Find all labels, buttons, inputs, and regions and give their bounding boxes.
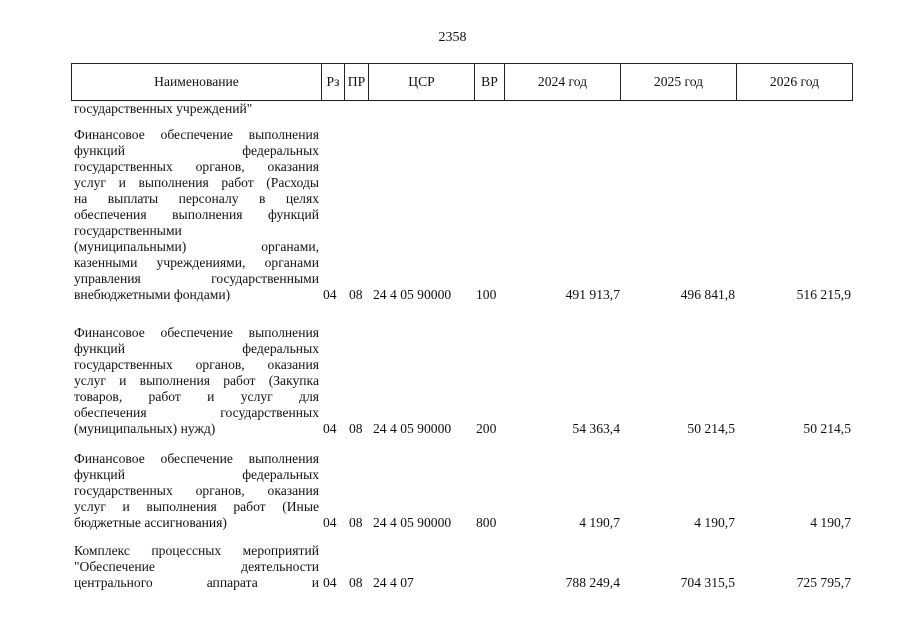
row-name-line: Финансовое обеспечение выполнения [74, 325, 319, 340]
row-csr: 24 4 05 90000 [373, 421, 452, 436]
row-name-line: (муниципальными) органами, [74, 239, 319, 254]
header-vr: ВР [475, 64, 505, 101]
row-value-2024: 4 190,7 [579, 515, 620, 530]
header-rz: Рз [322, 64, 345, 101]
header-year-2026: 2026 год [737, 64, 853, 101]
row-name-line: функций федеральных [74, 341, 319, 356]
row-value-2024: 491 913,7 [565, 287, 620, 302]
row-value-2025: 50 214,5 [687, 421, 735, 436]
row-value-2025: 704 315,5 [680, 575, 735, 590]
row-name [74, 101, 319, 117]
page-number: 2358 [438, 30, 467, 45]
row-name-line: государственных органов, оказания [74, 483, 319, 498]
row-name-line: государственными [74, 223, 182, 238]
row-name-line: (муниципальных) нужд) [74, 421, 216, 436]
row-value-2024: 54 363,4 [572, 421, 620, 436]
row-name-line: услуг и выполнения работ (Расходы [74, 175, 319, 190]
row-pr: 08 [349, 287, 363, 302]
row-name [74, 451, 319, 531]
row-name-line: центрального аппарата и [74, 575, 319, 590]
header-year-2025: 2025 год [621, 64, 737, 101]
row-name [74, 543, 319, 591]
row-name-line: обеспечения государственных [74, 405, 319, 420]
table-header [71, 63, 853, 101]
row-pr: 08 [349, 515, 363, 530]
row-value-2026: 725 795,7 [796, 575, 851, 590]
row-name-line: Финансовое обеспечение выполнения [74, 451, 319, 466]
header-year-2024: 2024 год [505, 64, 621, 101]
row-name-line: обеспечения выполнения функций [74, 207, 319, 222]
row-name-line: внебюджетными фондами) [74, 287, 231, 302]
row-name-line: бюджетные ассигнования) [74, 515, 227, 530]
row-name-line: услуг и выполнения работ (Иные [74, 499, 319, 514]
row-rz: 04 [323, 515, 337, 530]
row-csr: 24 4 07 [373, 575, 414, 590]
header-pr: ПР [345, 64, 369, 101]
row-value-2025: 496 841,8 [680, 287, 735, 302]
row-value-2025: 4 190,7 [694, 515, 735, 530]
row-name-line: функций федеральных [74, 143, 319, 158]
row-value-2026: 4 190,7 [810, 515, 851, 530]
row-csr: 24 4 05 90000 [373, 515, 452, 530]
header-name: Наименование [72, 64, 322, 101]
row-vr: 800 [476, 515, 497, 530]
row-name-line: государственных учреждений" [74, 101, 253, 116]
header-csr: ЦСР [369, 64, 475, 101]
row-rz: 04 [323, 287, 337, 302]
row-name-line: Финансовое обеспечение выполнения [74, 127, 319, 142]
row-name-line: Комплекс процессных мероприятий [74, 543, 319, 558]
row-csr: 24 4 05 90000 [373, 287, 452, 302]
row-value-2024: 788 249,4 [565, 575, 620, 590]
row-name-line: на выплаты персоналу в целях [74, 191, 319, 206]
row-vr: 100 [476, 287, 497, 302]
row-name-line: товаров, работ и услуг для [74, 389, 319, 404]
row-name-line: услуг и выполнения работ (Закупка [74, 373, 319, 388]
row-name-line: управления государственными [74, 271, 319, 286]
row-vr: 200 [476, 421, 497, 436]
row-name [74, 325, 319, 437]
row-rz: 04 [323, 421, 337, 436]
row-value-2026: 50 214,5 [803, 421, 851, 436]
row-name-line: "Обеспечение деятельности [74, 559, 319, 574]
row-name-line: функций федеральных [74, 467, 319, 482]
row-rz: 04 [323, 575, 337, 590]
row-name [74, 127, 319, 303]
row-name-line: государственных органов, оказания [74, 159, 319, 174]
row-value-2026: 516 215,9 [796, 287, 851, 302]
row-pr: 08 [349, 575, 363, 590]
row-name-line: казенными учреждениями, органами [74, 255, 319, 270]
row-name-line: государственных органов, оказания [74, 357, 319, 372]
row-pr: 08 [349, 421, 363, 436]
